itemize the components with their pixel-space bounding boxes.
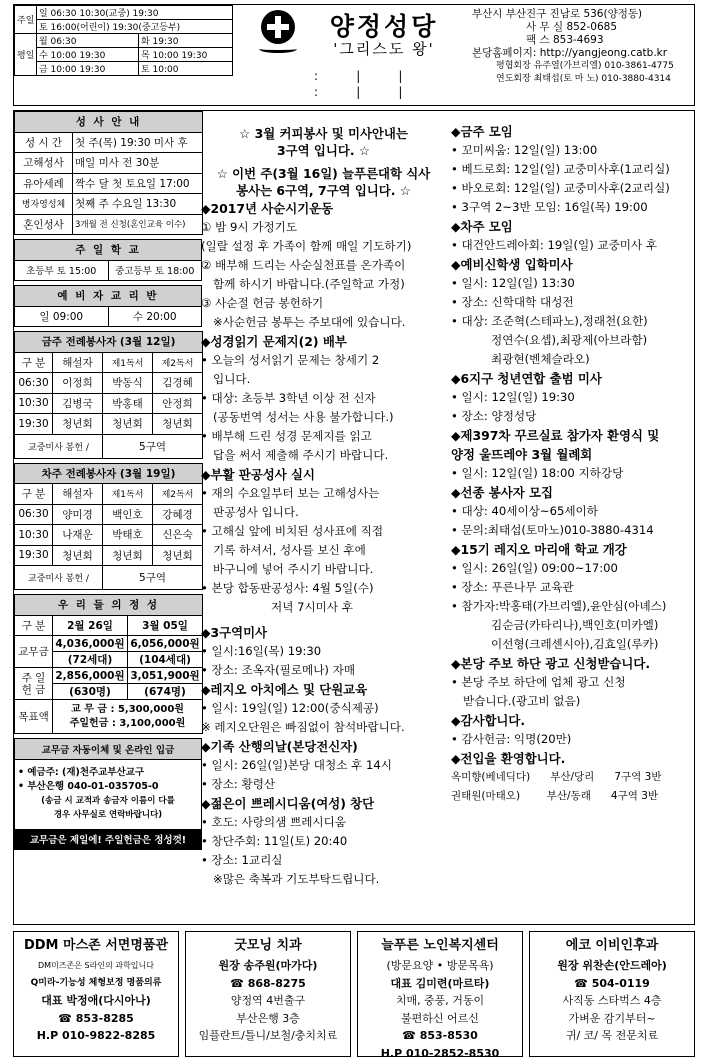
notice-line: 이선형(크레센시아),김효일(루카) — [491, 637, 659, 651]
sunday-school-table — [14, 239, 202, 281]
notice-line: ※사순헌금 봉투는 주보대에 있습니다. — [213, 315, 406, 329]
bank-slogan: 교무금은 제일에! 주일헌금은 정성껏! — [15, 829, 202, 850]
notice-line: • 장소: 푸른나무 교육관 — [451, 580, 574, 594]
notice-line: (공동번역 성서는 사용 불가합니다.) — [213, 410, 394, 424]
bank-note: 경우 사무실로 연락바랍니다) — [53, 810, 163, 820]
goal-dues: 교 무 금 : 5,300,000원 — [71, 703, 184, 715]
logo-wave-icon — [259, 45, 297, 53]
bank-info — [15, 759, 202, 829]
ad-line: 사직동 스타벅스 4층 — [562, 994, 662, 1007]
catechumen-title: 예 비 자 교 리 반 — [15, 286, 202, 307]
ad-line: 원장 송주원(마가다) — [218, 959, 318, 972]
bank-table — [14, 738, 202, 850]
notice-banner: 봉사는 6구역, 7구역 입니다. ☆ — [236, 183, 411, 198]
goal-label: 목표액 — [15, 700, 53, 734]
notice-line: • 고해실 앞에 비치된 성사표에 직접 — [201, 524, 384, 538]
offer-label: 주 일 헌 금 — [15, 668, 53, 700]
notice-heading: ◆성경읽기 문제지(2) 배부 — [201, 334, 347, 349]
goal-sunday: 주일헌금 : 3,100,000원 — [69, 717, 186, 729]
notice-line: 함께 하시기 바랍니다.(주일학교 가정) — [213, 277, 405, 291]
notice-line: • 일시: 12일(일) 13:30 — [451, 276, 575, 290]
next-servers-table — [14, 463, 203, 591]
school-title: 주 일 학 교 — [15, 240, 202, 261]
notice-heading: ◆선종 봉사자 모집 — [451, 485, 553, 500]
sacrament-value: 3개월 전 신청(혼인교육 이수) — [73, 214, 203, 235]
notice-line: • 장소: 신학대학 대성전 — [451, 295, 574, 309]
notice-heading: ◆제397차 꾸르실료 참가자 환영식 및 — [451, 428, 660, 443]
notice-line: • 장소: 황령산 — [201, 777, 276, 791]
notice-line: • 오늘의 성서읽기 문제는 창세기 2 — [201, 353, 380, 367]
server-cell: 06:30 — [15, 504, 53, 525]
flower-offer-value: 5구역 — [103, 434, 203, 458]
church-info — [472, 8, 694, 86]
mass-times-table — [14, 5, 233, 76]
offer-count: (104세대) — [128, 652, 203, 668]
ad-line: ☎ 853-8530 — [402, 1029, 478, 1042]
notice-line: ② 배부해 드리는 사순실천표를 온가족이 — [201, 258, 406, 272]
notice-line: ※ 레지오단원은 빠짐없이 참석바랍니다. — [201, 720, 405, 734]
offer-count: (72세대) — [53, 652, 128, 668]
col-header: 구 분 — [15, 484, 53, 505]
mass-cell: 수 10:00 19:30 — [37, 48, 139, 62]
ad-title: 에코 이비인후과 — [565, 938, 659, 953]
col-header: 해설자 — [53, 352, 103, 373]
school-highschool: 중고등부 토 18:00 — [108, 260, 202, 281]
mass-cell: 토 10:00 — [139, 62, 233, 76]
notice-line: • 문의:최태섭(토마노)010-3880-4314 — [451, 523, 654, 537]
notice-line: • 참가자:박홍태(가브리엘),윤안심(아녜스) — [451, 599, 667, 613]
notice-heading: ◆2017년 사순시기운동 — [201, 201, 334, 216]
bank-title: 교무금 자동이체 및 온라인 입금 — [15, 739, 202, 760]
server-cell: 안정희 — [153, 393, 203, 414]
notice-heading: ◆전입을 환영합니다. — [451, 751, 566, 766]
server-cell: 청년회 — [153, 414, 203, 435]
notice-line: • 본당 주보 하단에 업체 광고 신청 — [451, 675, 626, 689]
blank-line: : | | — [314, 69, 403, 83]
mass-row: 토 16:00(어린이) 19:30(중고등부) — [37, 20, 233, 34]
sacrament-value: 짝수 달 첫 토요일 17:00 — [73, 173, 203, 194]
ad-box — [529, 931, 695, 1057]
notice-heading: 양정 울뜨레야 3월 월례회 — [451, 447, 593, 462]
ad-line: 원장 위찬손(안드레아) — [557, 959, 667, 972]
ad-box — [13, 931, 179, 1057]
server-cell: 박홍태 — [103, 393, 153, 414]
fri-servers-title: 금주 전례봉사자 (3월 12일) — [15, 332, 203, 353]
notice-heading: ◆젊은이 쁘레시디움(여성) 창단 — [201, 796, 375, 811]
offer-label: 교무금 — [15, 636, 53, 668]
server-cell: 박동식 — [103, 373, 153, 394]
middle-column — [201, 125, 446, 920]
offer-count: (674명) — [128, 684, 203, 700]
notice-heading: ◆부활 판공성사 실시 — [201, 467, 315, 482]
offer-amount: 6,056,000원 — [128, 636, 203, 652]
notice-banner: 3구역 입니다. ☆ — [277, 143, 370, 158]
notice-line: • 본당 합동판공성사: 4월 5일(수) — [201, 581, 374, 595]
ad-line: ☎ 853-8285 — [58, 1011, 134, 1025]
notice-line: • 꼬미씨움: 12일(일) 13:00 — [451, 143, 598, 157]
notice-line: 입니다. — [213, 372, 251, 386]
flower-offer-label: 교중미사 봉헌 / — [15, 566, 103, 590]
notice-line: 기록 하셔서, 성사를 보신 후에 — [213, 543, 366, 557]
notice-line: • 일시: 26일(일) 09:00~17:00 — [451, 561, 618, 575]
council-president: 평협회장 유주열(가브리엘) 010-3861-4775 — [496, 61, 674, 71]
server-cell: 19:30 — [15, 545, 53, 566]
col-header: 해설자 — [53, 484, 103, 505]
sacrament-label: 성 시 간 — [15, 132, 73, 153]
col-header: 3월 05일 — [128, 615, 203, 636]
bank-holder: • 예금주: (재)천주교부산교구 — [18, 767, 145, 778]
catechumen-time: 일 09:00 — [15, 306, 109, 327]
notice-line: 바구니에 넣어 주시기 바랍니다. — [213, 562, 374, 576]
notice-line: • 대건안드레아회: 19일(일) 교중미사 후 — [451, 238, 658, 252]
sacrament-label: 혼인성사 — [15, 214, 73, 235]
notice-heading: ◆본당 주보 하단 광고 신청받습니다. — [451, 656, 651, 671]
ad-line: 가벼운 감기부터~ — [568, 1011, 656, 1025]
mass-label-sunday: 주일 — [15, 6, 37, 34]
notice-line: • 바오로회: 12일(일) 교중미사후(2교리실) — [451, 181, 670, 195]
notice-banner: ☆ 3월 커피봉사 및 미사안내는 — [239, 126, 408, 141]
ad-line: ☎ 504-0119 — [574, 976, 650, 990]
ad-line: Q미라-기능성 체형보정 명품의류 — [30, 977, 162, 988]
notice-heading: ◆예비신학생 입학미사 — [451, 257, 573, 272]
mass-label-weekday: 평일 — [15, 34, 37, 76]
col-header: 제2독서 — [153, 352, 203, 373]
notice-line: (일랄 설정 후 가족이 함께 매일 기도하기) — [201, 239, 412, 253]
ad-line: 양정역 4번출구 — [230, 994, 306, 1007]
ad-line: H.P 010-2852-8530 — [380, 1046, 500, 1057]
ad-box — [357, 931, 523, 1057]
offer-amount: 4,036,000원 — [53, 636, 128, 652]
ad-line: H.P 010-9822-8285 — [36, 1029, 156, 1042]
ad-line: 대표 박정애(다시아나) — [41, 994, 151, 1007]
left-column — [14, 111, 202, 850]
col-header: 제1독서 — [103, 352, 153, 373]
sacrament-value: 첫째 주 수요일 13:30 — [73, 194, 203, 215]
notice-heading: ◆금주 모임 — [451, 124, 513, 139]
offer-amount: 3,051,900원 — [128, 668, 203, 684]
notice-line: • 장소: 1교리실 — [201, 853, 283, 867]
ad-title: 굿모닝 치과 — [234, 938, 302, 953]
notice-line: • 대상: 40세이상~65세이하 — [451, 504, 598, 518]
fri-servers-table — [14, 331, 203, 459]
notice-heading: ◆차주 모임 — [451, 219, 513, 234]
notice-line: • 3구역 2~3반 모임: 16일(목) 19:00 — [451, 200, 648, 214]
server-cell: 청년회 — [103, 414, 153, 435]
server-cell: 06:30 — [15, 373, 53, 394]
notice-heading: ◆3구역미사 — [201, 625, 268, 640]
goal-values — [53, 700, 203, 734]
notice-line: • 호도: 사랑의샘 쁘레시디움 — [201, 815, 346, 829]
ad-line: 불편하신 어르신 — [401, 1011, 479, 1025]
welcome-row: 옥미향(베네딕다) 부산/당리 7구역 3반 — [451, 771, 662, 783]
col-header: 2월 26일 — [53, 615, 128, 636]
mass-cell: 금 10:00 19:30 — [37, 62, 139, 76]
office-phone: 사 무 실 852-0685 — [526, 21, 617, 33]
bank-note: (송금 시 교적과 송금자 이름이 다를 — [41, 796, 175, 806]
server-cell: 백인호 — [103, 504, 153, 525]
flower-offer-label: 교중미사 봉헌 / — [15, 434, 103, 458]
homepage: 본당홈페이지: http://yangjeong.catb.kr — [472, 47, 668, 59]
ad-line: 치매, 중풍, 거동이 — [395, 994, 485, 1007]
notice-line: ③ 사순절 헌금 봉헌하기 — [201, 296, 324, 310]
notice-line: ※많은 축복과 기도부탁드립니다. — [213, 872, 380, 886]
notice-line: • 재의 수요일부터 보는 고해성사는 — [201, 486, 380, 500]
ad-line: 임플란트/틀니/보철/충치치료 — [198, 1029, 338, 1042]
notice-line: 김순금(카타리나),백인호(미카엘) — [491, 618, 659, 632]
sacrament-title: 성 사 안 내 — [15, 112, 203, 133]
server-cell: 19:30 — [15, 414, 53, 435]
sacrament-label: 고해성사 — [15, 153, 73, 174]
notice-line: • 일시: 19일(일) 12:00(중식제공) — [201, 701, 379, 715]
notice-heading: ◆15기 레지오 마리애 학교 개강 — [451, 542, 627, 557]
bank-account: • 부산은행 040-01-035705-0 — [18, 781, 159, 792]
server-cell: 청년회 — [153, 545, 203, 566]
notice-line: • 일시: 12일(일) 18:00 지하강당 — [451, 466, 624, 480]
catechumen-table — [14, 285, 202, 327]
region-president: 연도회장 최태섭(토 마 노) 010-3880-4314 — [496, 74, 671, 84]
notice-line: • 감사헌금: 익명(20만) — [451, 732, 572, 746]
notice-line: • 배부해 드린 성경 문제지를 읽고 — [201, 429, 372, 443]
notice-line: • 대상: 조준혁(스테파노),정래천(요한) — [451, 314, 648, 328]
notice-line: 최광현(벤체슬라오) — [491, 352, 590, 366]
sacrament-value: 첫 주(목) 19:30 미사 후 — [73, 132, 203, 153]
next-servers-title: 차주 전례봉사자 (3월 19일) — [15, 463, 203, 484]
right-column — [451, 122, 694, 922]
notice-line: • 베드로회: 12일(일) 교중미사후(1교리실) — [451, 162, 670, 176]
mass-cell: 목 10:00 19:30 — [139, 48, 233, 62]
notice-line: ① 밤 9시 가정기도 — [201, 220, 298, 234]
ad-title: DDM 마스존 서면명품관 — [23, 938, 169, 953]
ad-line: ☎ 868-8275 — [230, 976, 306, 990]
notice-line: 받습니다.(광고비 없음) — [463, 694, 581, 708]
ad-line: DM미즈존은 S라인의 과학입니다 — [38, 961, 154, 970]
sacraments-table — [14, 111, 203, 235]
catechumen-time: 수 20:00 — [108, 306, 202, 327]
blank-line: : | | — [314, 85, 403, 99]
server-cell: 청년회 — [53, 414, 103, 435]
server-cell: 양미경 — [53, 504, 103, 525]
fax: 팩 스 853-4693 — [526, 34, 604, 46]
church-name: 양정성당 — [329, 12, 439, 41]
server-cell: 이정희 — [53, 373, 103, 394]
sacrament-label: 병자영성체 — [15, 194, 73, 215]
server-cell: 10:30 — [15, 525, 53, 546]
server-cell: 강혜경 — [153, 504, 203, 525]
notice-line: 저녁 7시미사 후 — [271, 600, 353, 614]
ad-title: 늘푸른 노인복지센터 — [381, 938, 499, 953]
ad-line: 대표 김미련(마르타) — [390, 976, 490, 990]
notice-heading: ◆6지구 청년연합 출범 미사 — [451, 371, 602, 386]
church-subtitle: '그리스도 왕' — [333, 40, 435, 58]
header — [13, 4, 695, 106]
flower-offer-value: 5구역 — [103, 566, 203, 590]
address: 부산시 부산진구 진남로 536(양정동) — [472, 8, 643, 20]
server-cell: 청년회 — [103, 545, 153, 566]
notice-line: • 장소: 양정성당 — [451, 409, 537, 423]
server-cell: 청년회 — [53, 545, 103, 566]
notice-line: • 장소: 조옥자(필로메나) 자매 — [201, 663, 356, 677]
notice-heading: ◆감사합니다. — [451, 713, 526, 728]
offer-amount: 2,856,000원 — [53, 668, 128, 684]
sacrament-label: 유아세례 — [15, 173, 73, 194]
col-header: 제2독서 — [153, 484, 203, 505]
ad-line: (방문요양 • 방문목욕) — [386, 959, 494, 972]
notice-line: 판공성사 입니다. — [213, 505, 299, 519]
notice-line: 답을 써서 제출해 주시기 바랍니다. — [213, 448, 389, 462]
server-cell: 10:30 — [15, 393, 53, 414]
notice-line: • 대상: 초등부 3학년 이상 전 신자 — [201, 391, 376, 405]
offer-count: (630명) — [53, 684, 128, 700]
church-cross-logo-icon — [261, 10, 295, 44]
notice-line: • 창단주회: 11일(토) 20:40 — [201, 834, 348, 848]
notice-line: • 일시: 12일(일) 19:30 — [451, 390, 575, 404]
server-cell: 김경혜 — [153, 373, 203, 394]
mass-cell: 화 19:30 — [139, 34, 233, 48]
col-header: 구 분 — [15, 615, 53, 636]
server-cell: 신은숙 — [153, 525, 203, 546]
offering-title: 우 리 들 의 정 성 — [15, 595, 203, 616]
ad-box — [185, 931, 351, 1057]
notice-line: • 일시:16일(목) 19:30 — [201, 644, 322, 658]
welcome-row: 권태원(마태오) 부산/동래 4구역 3반 — [451, 790, 659, 802]
notice-line: 정연수(요셉),최광제(아브라함) — [491, 333, 648, 347]
notice-heading: ◆기족 산행의날(본당전신자) — [201, 739, 358, 754]
server-cell: 김병국 — [53, 393, 103, 414]
col-header: 구 분 — [15, 352, 53, 373]
school-elementary: 초등부 토 15:00 — [15, 260, 109, 281]
notice-line: • 일시: 26일(일)본당 대청소 후 14시 — [201, 758, 392, 772]
notice-heading: ◆레지오 아치에스 및 단원교육 — [201, 682, 368, 697]
ad-line: 귀/ 코/ 목 전문치료 — [565, 1029, 659, 1042]
server-cell: 나재운 — [53, 525, 103, 546]
ad-line: 부산은행 3층 — [236, 1011, 300, 1025]
mass-cell: 월 06:30 — [37, 34, 139, 48]
sacrament-value: 매일 미사 전 30분 — [73, 153, 203, 174]
mass-row: 일 06:30 10:30(교중) 19:30 — [37, 6, 233, 20]
notice-banner: ☆ 이번 주(3월 16일) 늘푸른대학 식사 — [216, 166, 431, 181]
server-cell: 박태호 — [103, 525, 153, 546]
offering-table — [14, 594, 203, 734]
col-header: 제1독서 — [103, 484, 153, 505]
